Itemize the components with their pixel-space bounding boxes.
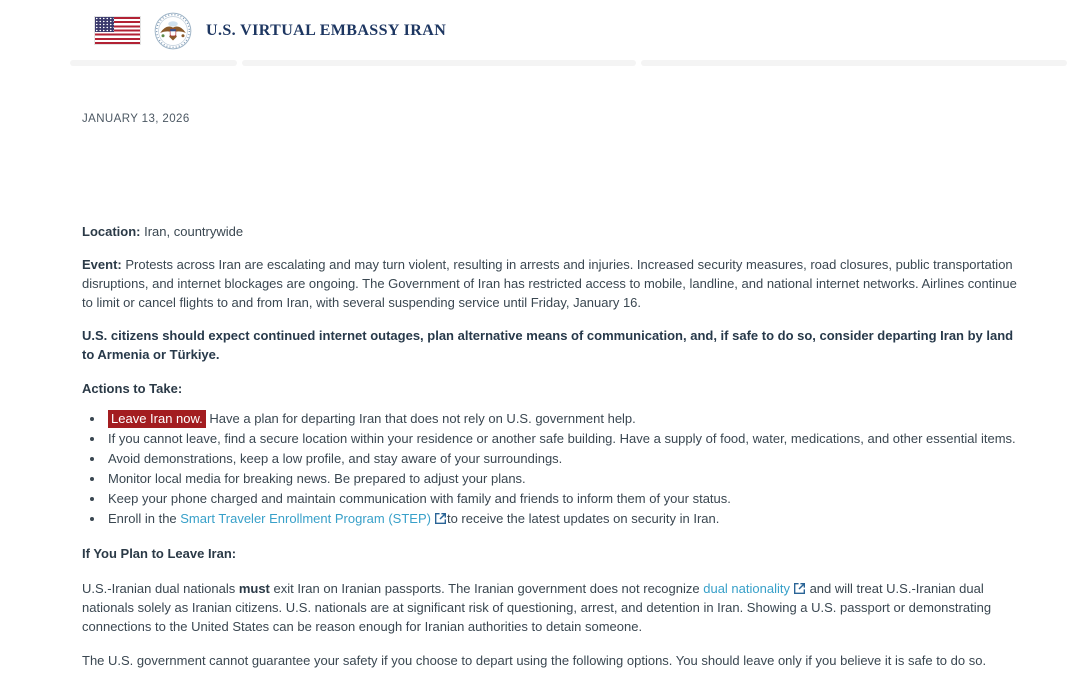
list-item bbox=[105, 409, 1018, 429]
leave-iran-now-highlight: Leave Iran now. bbox=[108, 410, 206, 428]
list-item bbox=[105, 449, 1018, 469]
paragraph-text: and will treat U.S.-Iranian dual nationals solely as Iranian citizens. U.S. nationals are at significant risk of questioning, arrest, and detention in Iran. Showing a U.S. passport or demonstrating connections to the United States can be reason enough for Iranian authorities to detain someone. bbox=[82, 581, 992, 634]
dual-nationals-paragraph bbox=[82, 579, 1018, 636]
list-item bbox=[105, 489, 1018, 509]
location-line bbox=[82, 222, 1018, 241]
action-text: Keep your phone charged and maintain communication with family and friends to inform them of your status. bbox=[108, 491, 731, 506]
nav-divider-segment bbox=[242, 60, 636, 66]
location-label: Location: bbox=[82, 224, 141, 239]
list-item bbox=[105, 429, 1018, 449]
dual-nationality-link[interactable]: dual nationality bbox=[703, 581, 790, 596]
location-value: Iran, countrywide bbox=[140, 224, 244, 239]
paragraph-text: U.S.-Iranian dual nationals bbox=[82, 581, 239, 596]
event-text: Protests across Iran are escalating and may turn violent, resulting in arrests and injuries. Increased security measures, road closures, public transportation disruptions, and internet blockages are ongoing. The Government of Iran has restricted access to mobile, landline, and national internet networks. Airlines continue to limit or cancel flights to and from Iran, with several suspending service until Friday, January 16. bbox=[82, 257, 1017, 310]
great-seal-icon bbox=[154, 12, 192, 50]
list-item bbox=[105, 509, 1018, 529]
event-label: Event: bbox=[82, 257, 122, 272]
advisory-paragraph: U.S. citizens should expect continued internet outages, plan alternative means of communication, and, if safe to do so, consider departing Iran by land to Armenia or Türkiye. bbox=[82, 328, 1014, 362]
article-date: JANUARY 13, 2026 bbox=[82, 113, 190, 125]
nav-divider-segment bbox=[641, 60, 1067, 66]
alert-article bbox=[82, 110, 1018, 670]
external-link-icon bbox=[435, 513, 446, 524]
site-title: U.S. VIRTUAL EMBASSY IRAN bbox=[206, 21, 447, 39]
actions-list bbox=[82, 409, 1018, 529]
leave-iran-heading: If You Plan to Leave Iran: bbox=[82, 546, 237, 561]
paragraph-text: exit Iran on Iranian passports. The Iranian government does not recognize bbox=[269, 581, 704, 596]
action-text: Have a plan for departing Iran that does not rely on U.S. government help. bbox=[205, 411, 636, 426]
action-text: If you cannot leave, find a secure location within your residence or another safe building. Have a supply of food, water, medications, and other essential items. bbox=[108, 431, 1016, 446]
nav-divider-segment bbox=[70, 60, 237, 66]
external-link-icon bbox=[794, 583, 805, 594]
action-text: Enroll in the bbox=[108, 511, 181, 526]
us-flag-canton bbox=[95, 17, 114, 32]
step-enrollment-link[interactable]: Smart Traveler Enrollment Program (STEP) bbox=[180, 511, 431, 526]
us-flag-icon bbox=[95, 17, 140, 44]
event-paragraph bbox=[82, 255, 1018, 312]
final-paragraph: The U.S. government cannot guarantee your safety if you choose to depart using the following options. You should leave only if you believe it is safe to do so. bbox=[82, 653, 987, 668]
nav-divider bbox=[70, 60, 1067, 66]
site-header bbox=[0, 0, 1070, 58]
list-item bbox=[105, 469, 1018, 489]
must-emphasis: must bbox=[238, 581, 270, 596]
action-text: Monitor local media for breaking news. Be prepared to adjust your plans. bbox=[108, 471, 526, 486]
action-text: to receive the latest updates on security in Iran. bbox=[446, 511, 720, 526]
actions-heading: Actions to Take: bbox=[82, 381, 183, 396]
action-text: Avoid demonstrations, keep a low profile, and stay aware of your surroundings. bbox=[108, 451, 563, 466]
